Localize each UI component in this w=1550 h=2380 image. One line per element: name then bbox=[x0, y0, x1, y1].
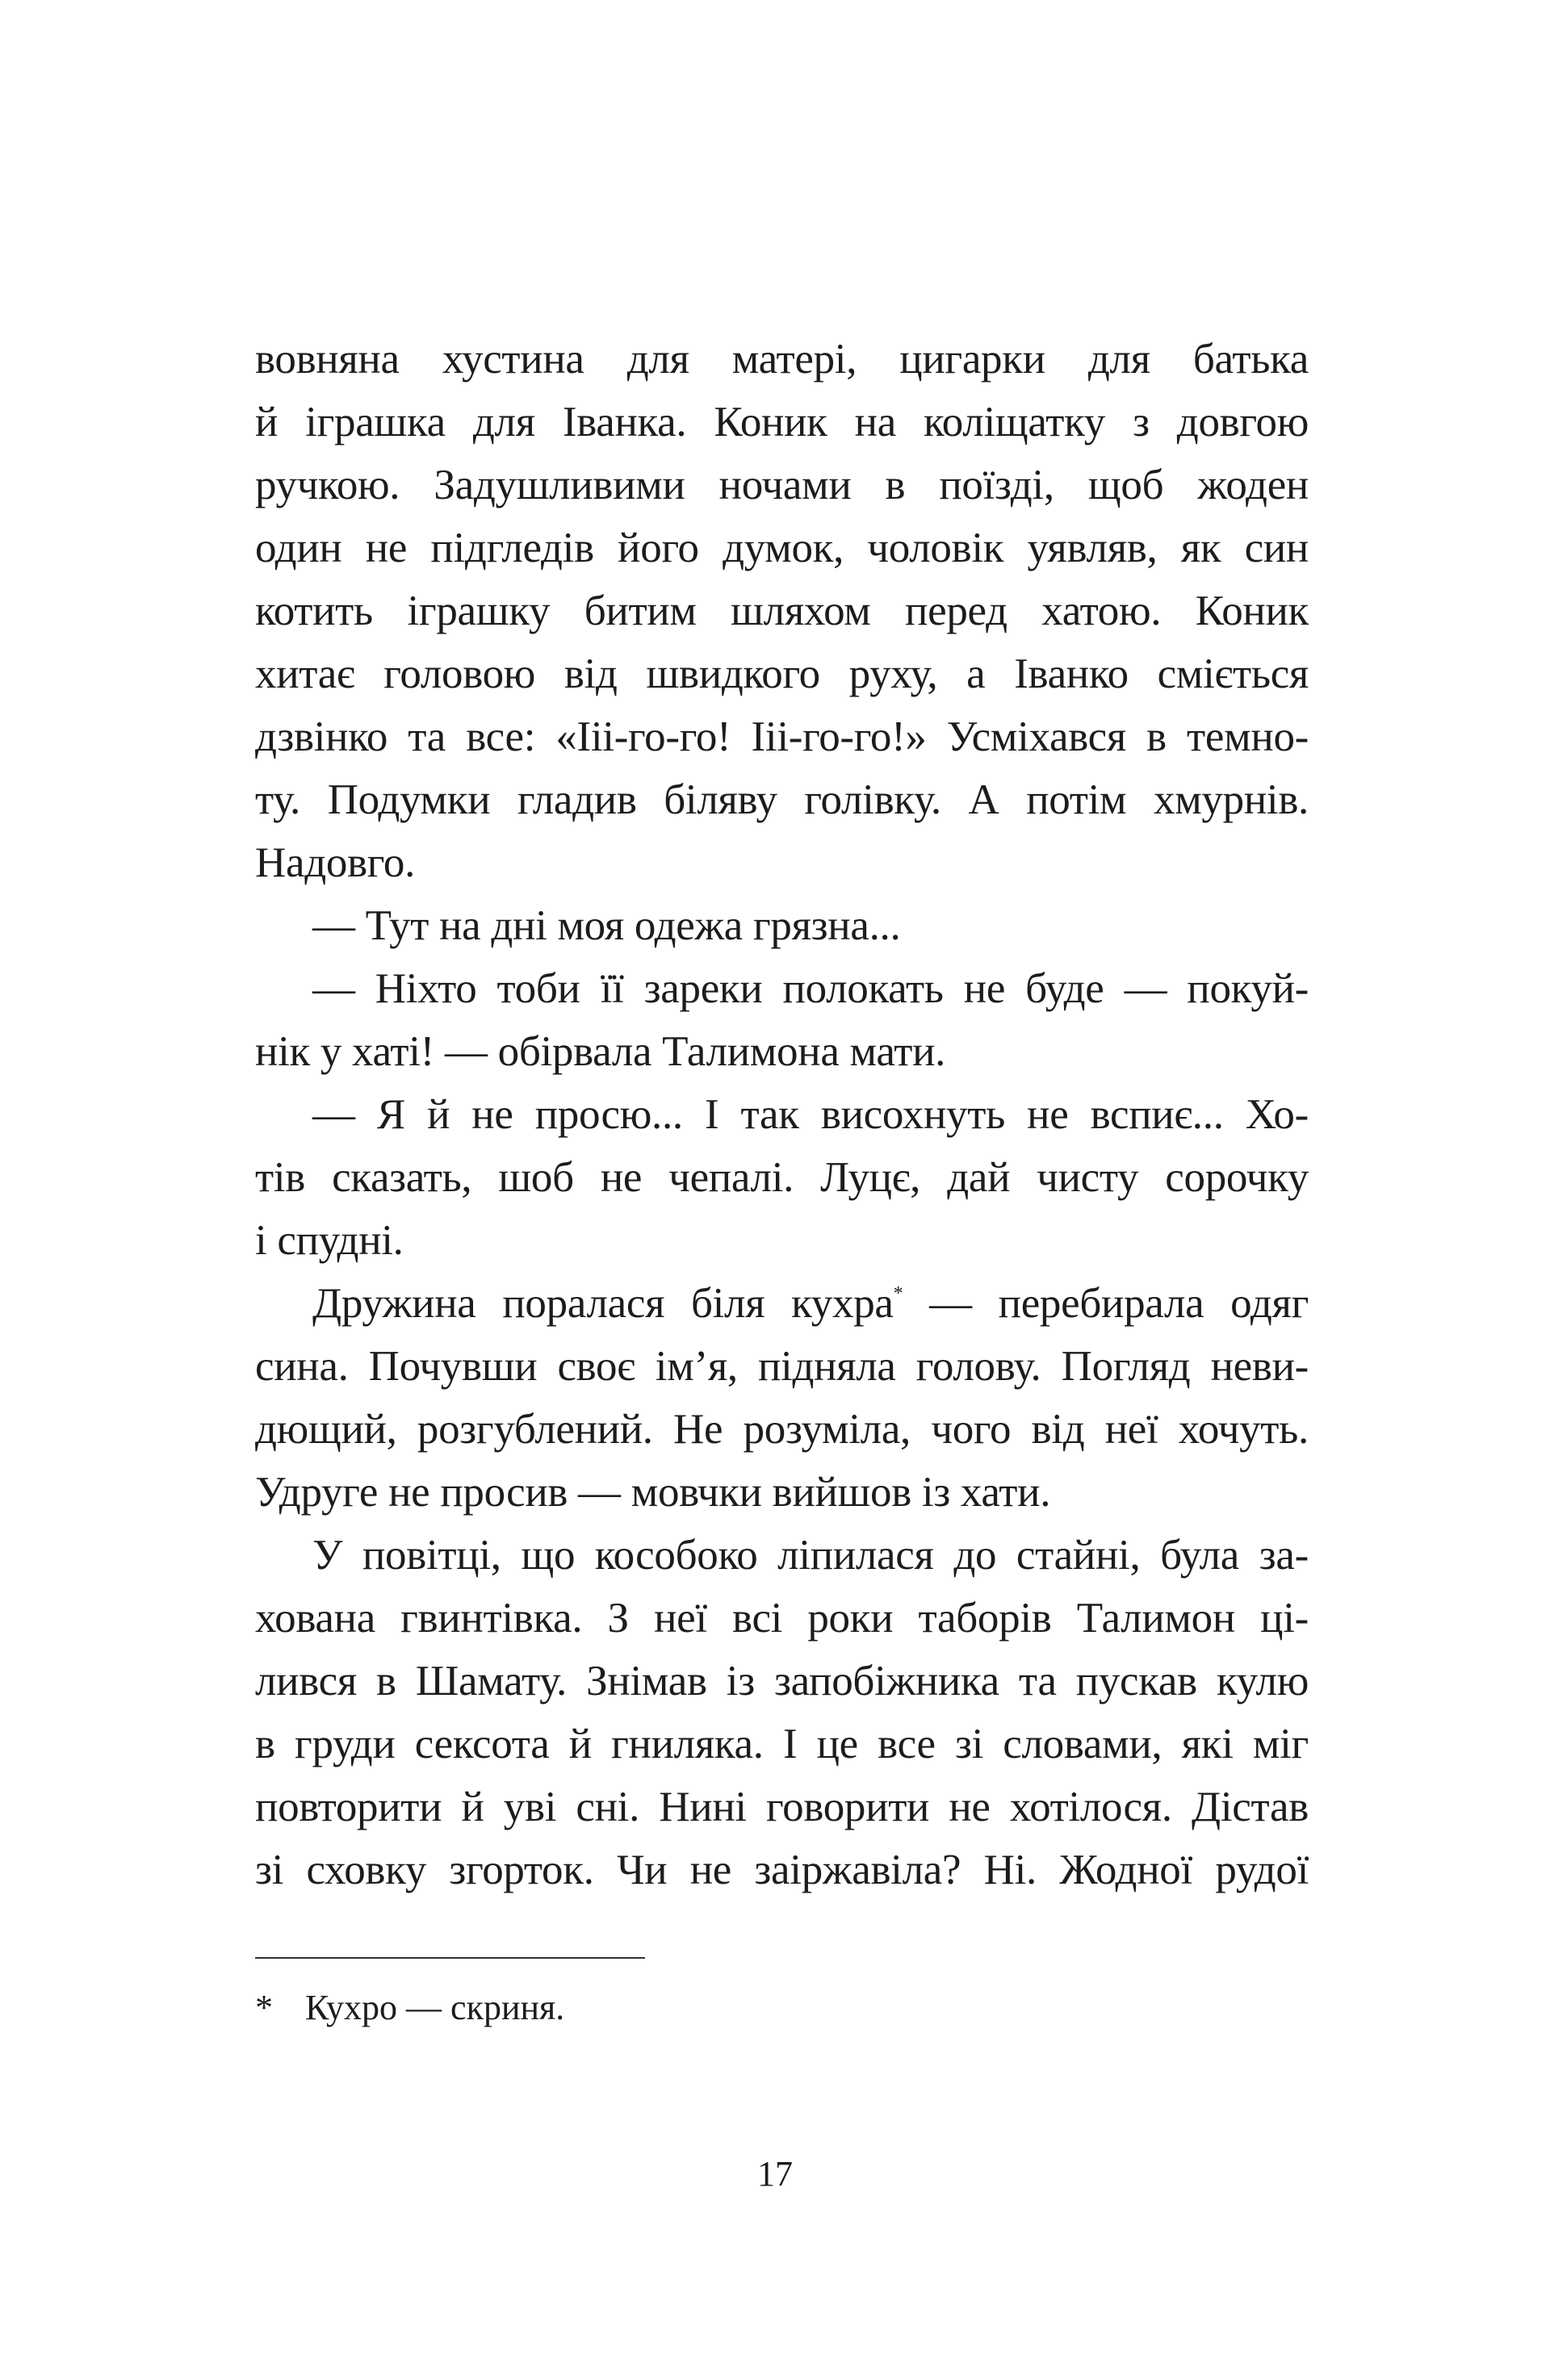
text-line bbox=[255, 1461, 1309, 1524]
text-line bbox=[255, 1587, 1309, 1650]
text-line-content: вовняна хустина для матері, цигарки для батька bbox=[255, 336, 1309, 383]
text-line-content: лився в Шамату. Знімав із запобіжника та пускав кулю bbox=[255, 1658, 1309, 1704]
text-line bbox=[255, 454, 1309, 517]
text-line bbox=[255, 894, 1309, 957]
text-line-content: нік у хаті! — обірвала Талимона мати. bbox=[255, 1028, 946, 1075]
text-line-content: Удруге не просив — мовчки вийшов із хати. bbox=[255, 1469, 1051, 1516]
text-line-content: в груди сексота й гниляка. І це все зі словами, які міг bbox=[255, 1721, 1309, 1767]
footnote-text: Кухро — скриня. bbox=[305, 1988, 565, 2027]
text-line bbox=[255, 1020, 1309, 1083]
text-line-content: котить іграшку битим шляхом перед хатою. Коник bbox=[255, 588, 1309, 634]
text-line bbox=[255, 1272, 1309, 1335]
footnote-marker: * bbox=[255, 1988, 273, 2027]
footnote bbox=[255, 1987, 564, 2029]
text-line bbox=[255, 1776, 1309, 1838]
text-line bbox=[255, 642, 1309, 705]
footnote-divider bbox=[255, 1957, 645, 1959]
text-line bbox=[255, 1398, 1309, 1461]
text-line bbox=[255, 1083, 1309, 1146]
text-line-content: дющий, розгублений. Не розуміла, чого від неї хочуть. bbox=[255, 1406, 1309, 1453]
text-line bbox=[255, 1146, 1309, 1209]
text-line-content: У повітці, що кособоко ліпилася до стайні, була за- bbox=[312, 1532, 1309, 1579]
text-line bbox=[255, 768, 1309, 831]
text-line bbox=[255, 391, 1309, 454]
text-line-content: Дружина поралася біля кухра bbox=[312, 1280, 894, 1327]
text-line-content: хована гвинтівка. З неї всі роки таборів Талимон ці- bbox=[255, 1595, 1309, 1642]
text-line-content: хитає головою від швидкого руху, а Іванко сміється bbox=[255, 650, 1309, 697]
text-line bbox=[255, 1524, 1309, 1587]
text-line-continuation: — перебирала одяг bbox=[903, 1280, 1309, 1327]
text-line-content: один не підгледів його думок, чоловік уявляв, як син bbox=[255, 525, 1309, 571]
text-line bbox=[255, 1335, 1309, 1398]
text-line-content: ту. Подумки гладив біляву голівку. А потім хмурнів. bbox=[255, 776, 1309, 823]
text-line-content: дзвінко та все: «Іii-го-го! Іii-го-го!» Усміхався в темно- bbox=[255, 713, 1309, 760]
text-line-content: — Ніхто тоби її зареки полокать не буде — покуй- bbox=[312, 965, 1309, 1012]
text-line-content: — Тут на дні моя одежа грязна... bbox=[312, 902, 901, 949]
text-line-content: і спудні. bbox=[255, 1217, 404, 1264]
text-line bbox=[255, 579, 1309, 642]
text-line bbox=[255, 1209, 1309, 1272]
text-line bbox=[255, 328, 1309, 391]
text-line bbox=[255, 517, 1309, 579]
text-line-content: ручкою. Задушливими ночами в поїзді, щоб жоден bbox=[255, 462, 1309, 508]
body-text bbox=[255, 328, 1309, 1901]
text-line-content: повторити й уві сні. Нині говорити не хотілося. Дістав bbox=[255, 1784, 1309, 1830]
text-line bbox=[255, 1838, 1309, 1901]
text-line-content: Надовго. bbox=[255, 839, 416, 886]
page-number: 17 bbox=[757, 2154, 793, 2194]
text-line bbox=[255, 705, 1309, 768]
text-line bbox=[255, 1650, 1309, 1713]
text-line bbox=[255, 957, 1309, 1020]
footnote-reference[interactable]: * bbox=[893, 1283, 903, 1304]
text-line-content: тів сказать, шоб не чепалі. Луцє, дай чисту сорочку bbox=[255, 1154, 1309, 1201]
text-line bbox=[255, 831, 1309, 894]
text-line-content: зі сховку згорток. Чи не заіржавіла? Ні. Жодної рудої bbox=[255, 1847, 1309, 1893]
text-line bbox=[255, 1713, 1309, 1776]
text-line-content: сина. Почувши своє ім’я, підняла голову. Погляд неви- bbox=[255, 1343, 1309, 1390]
text-line-content: й іграшка для Іванка. Коник на коліщатку з довгою bbox=[255, 399, 1309, 445]
text-line-content: — Я й не просю... І так висохнуть не вспиє... Хо- bbox=[312, 1091, 1309, 1138]
